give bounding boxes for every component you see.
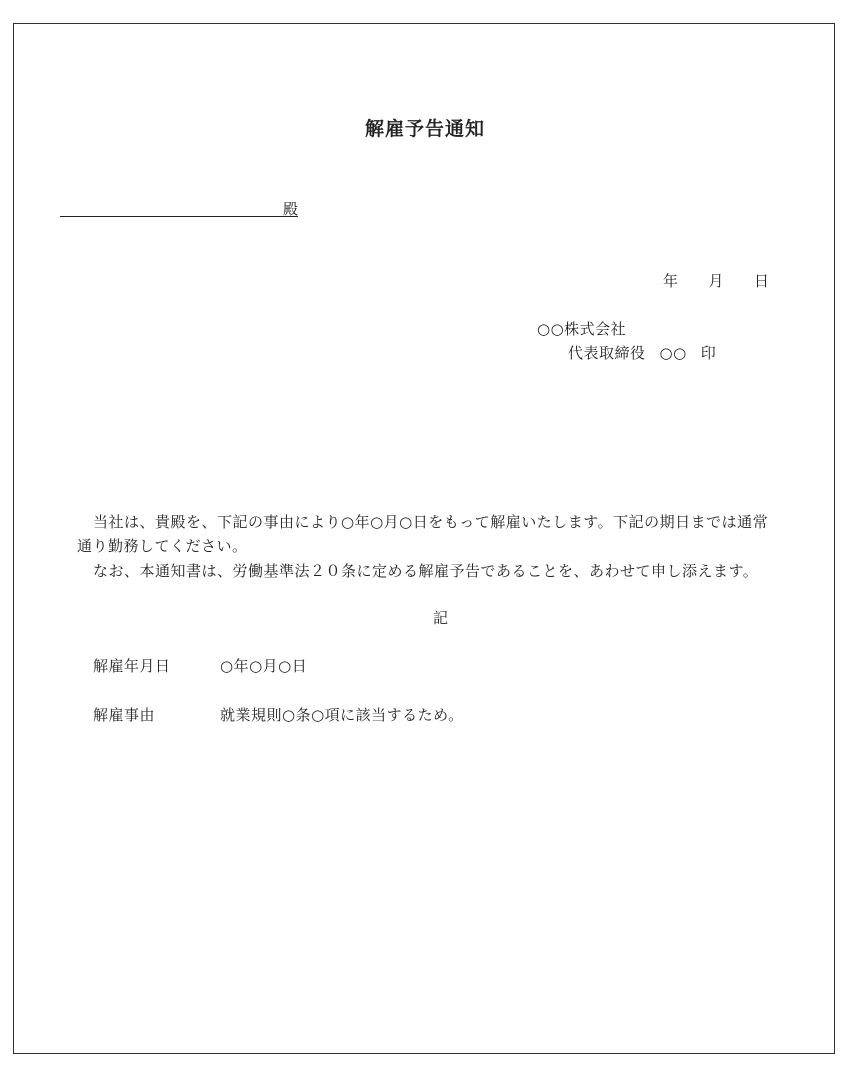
sender-seal: 印 [700, 344, 717, 362]
document-title: 解雇予告通知 [364, 118, 485, 140]
date-year: 年 [663, 272, 679, 290]
body-paragraph-1-line-1: 当社は、貴殿を、下記の事由により○年○月○日をもって解雇いたします。下記の期日までは通常 [93, 513, 769, 531]
body-paragraph-2: なお、本通知書は、労働基準法２０条に定める解雇予告であることを、あわせて申し添えます。 [93, 562, 759, 580]
ki-heading: 記 [433, 609, 449, 627]
date-day: 日 [754, 272, 770, 290]
body-paragraph-1-line-2: 通り勤務してください。 [77, 537, 248, 555]
addressee-suffix: 殿 [283, 200, 299, 218]
item-row-dismissal-reason [93, 706, 464, 724]
sender-name: ○○ [659, 344, 687, 362]
addressee-name-line [60, 216, 298, 217]
sender-role: 代表取締役 [568, 344, 646, 362]
date-row [663, 272, 770, 290]
item-value-dismissal-date: ○年○月○日 [220, 657, 308, 675]
item-label-dismissal-date: 解雇年月日 [93, 657, 171, 675]
item-row-dismissal-date [93, 657, 307, 675]
sender-company: ○○株式会社 [537, 320, 627, 338]
date-month: 月 [708, 272, 725, 290]
sender-row [568, 344, 716, 362]
item-value-dismissal-reason: 就業規則○条○項に該当するため。 [220, 706, 464, 724]
item-label-dismissal-reason: 解雇事由 [93, 706, 156, 724]
